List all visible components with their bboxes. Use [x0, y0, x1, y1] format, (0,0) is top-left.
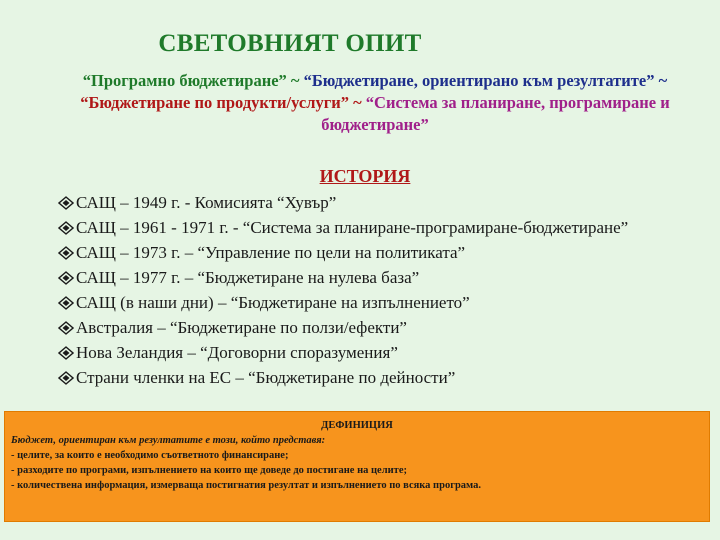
- diamond-bullet-icon: [58, 371, 74, 385]
- page-title: СВЕТОВНИЯТ ОПИТ: [158, 30, 422, 57]
- diamond-bullet-icon: [58, 321, 74, 335]
- definition-point: - целите, за които е необходимо съответното финансиране;: [11, 450, 289, 461]
- definition-box: [4, 411, 710, 522]
- history-item: [58, 315, 708, 340]
- diamond-bullet-icon: [58, 271, 74, 285]
- history-item: [58, 190, 708, 215]
- definition-heading: ДЕФИНИЦИЯ: [321, 420, 393, 431]
- history-item: [58, 265, 708, 290]
- subtitle-part-2: “Бюджетиране, ориентирано към резултатите” ~: [303, 71, 668, 90]
- history-item: [58, 290, 708, 315]
- diamond-bullet-icon: [58, 221, 74, 235]
- diamond-bullet-icon: [58, 246, 74, 260]
- history-heading: ИСТОРИЯ: [319, 166, 411, 186]
- diamond-bullet-icon: [58, 296, 74, 310]
- history-list: [58, 190, 708, 390]
- history-item: [58, 365, 708, 390]
- history-item-text: САЩ – 1973 г. – “Управление по цели на политиката”: [76, 243, 466, 262]
- history-item-text: САЩ – 1977 г. – “Бюджетиране на нулева база”: [76, 268, 420, 287]
- subtitle-part-1: “Програмно бюджетиране” ~: [82, 71, 304, 90]
- history-item-text: Нова Зеландия – “Договорни споразумения”: [76, 343, 398, 362]
- history-item: [58, 240, 708, 265]
- subtitle-part-3: “Бюджетиране по продукти/услуги” ~: [80, 93, 366, 112]
- subtitle-part-4: “Система за планиране, програмиране и бюджетиране”: [321, 93, 670, 134]
- diamond-bullet-icon: [58, 196, 74, 210]
- subtitle: [80, 70, 670, 136]
- history-item: [58, 215, 708, 240]
- history-item-text: Страни членки на ЕС – “Бюджетиране по дейности”: [76, 368, 456, 387]
- definition-point: - количествена информация, измерваща постигнатия резултат и изпълнението по всяка програма.: [11, 480, 482, 491]
- diamond-bullet-icon: [58, 346, 74, 360]
- definition-point: - разходите по програми, изпълнението на които ще доведе до постигане на целите;: [11, 465, 407, 476]
- history-item-text: САЩ (в наши дни) – “Бюджетиране на изпълнението”: [76, 293, 470, 312]
- history-item-text: САЩ – 1949 г. - Комисията “Хувър”: [76, 193, 337, 212]
- history-item: [58, 340, 708, 365]
- history-item-text: Австралия – “Бюджетиране по ползи/ефекти”: [76, 318, 407, 337]
- definition-intro: Бюджет, ориентиран към резултатите е този, който представя:: [11, 435, 326, 446]
- history-item-text: САЩ – 1961 - 1971 г. - “Система за планиране-програмиране-бюджетиране”: [76, 218, 629, 237]
